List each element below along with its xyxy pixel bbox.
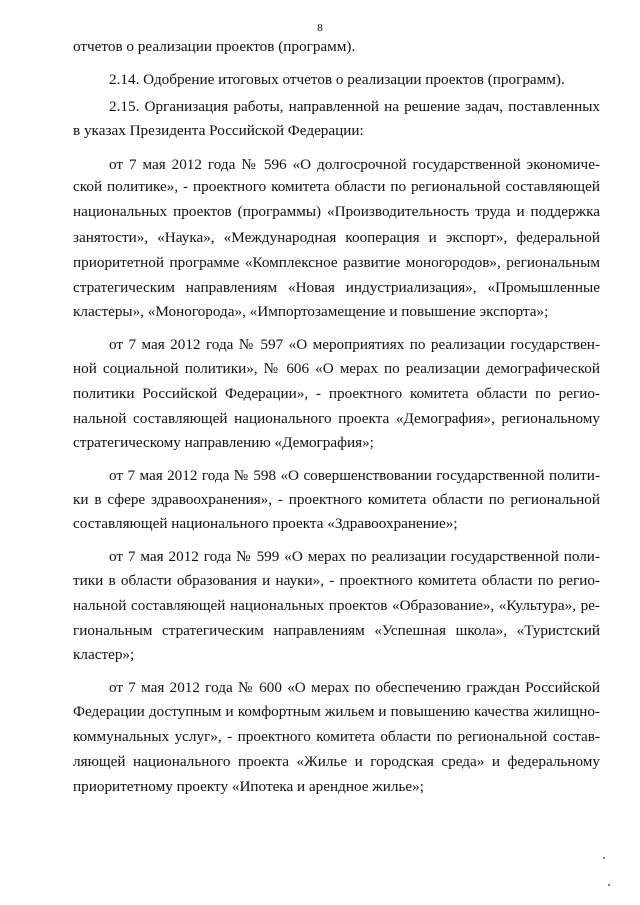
text-line: ки в сфере здравоохранения», - проектного комитета области по региональной: [73, 491, 600, 508]
text-line: приоритетной программе «Комплексное развитие моногородов», региональным: [73, 254, 600, 271]
text-line: ной социальной политики», № 606 «О мерах по реализации демографической: [73, 360, 600, 377]
text-line: ляющей национального проекта «Жилье и городская среда» и федеральному: [73, 753, 600, 770]
text-line: национальных проектов (программы) «Производительность труда и поддержка: [73, 203, 600, 220]
text-line: кластеры», «Моногорода», «Импортозамещение и повышение экспорта»;: [73, 303, 549, 320]
text-line: отчетов о реализации проектов (программ).: [73, 38, 356, 55]
text-line: от 7 мая 2012 года № 600 «О мерах по обеспечению граждан Российской: [109, 679, 600, 696]
text-line: приоритетному проекту «Ипотека и арендное жилье»;: [73, 778, 424, 795]
text-line: кластер»;: [73, 646, 135, 663]
text-line: 2.14. Одобрение итоговых отчетов о реализации проектов (программ).: [109, 71, 565, 88]
text-line: политики Российской Федерации», - проектного комитета области по регио-: [73, 385, 600, 402]
text-line: нальной составляющей национального проекта «Демография», региональному: [73, 410, 600, 427]
text-line: от 7 мая 2012 года № 596 «О долгосрочной государственной экономиче-: [109, 156, 600, 173]
text-line: от 7 мая 2012 года № 597 «О мероприятиях по реализации государствен-: [109, 336, 600, 353]
text-line: составляющей национального проекта «Здравоохранение»;: [73, 515, 458, 532]
text-line: стратегическим направлениям «Новая индустриализация», «Промышленные: [73, 279, 600, 296]
text-line: стратегическому направлению «Демография»;: [73, 434, 374, 451]
text-line: коммунальных услуг», - проектного комитета области по региональной состав-: [73, 728, 600, 745]
text-line: от 7 мая 2012 года № 599 «О мерах по реализации государственной поли-: [109, 548, 600, 565]
text-line: в указах Президента Российской Федерации:: [73, 122, 364, 139]
text-line: занятости», «Наука», «Международная кооперация и экспорт», федеральной: [73, 229, 600, 246]
text-line: 2.15. Организация работы, направленной на решение задач, поставленных: [109, 98, 600, 115]
text-line: от 7 мая 2012 года № 598 «О совершенствовании государственной полити-: [109, 467, 600, 484]
scan-speck: [603, 857, 605, 859]
text-line: нальной составляющей национальных проектов «Образование», «Культура», ре-: [73, 597, 600, 614]
text-line: ской политике», - проектного комитета области по региональной составляющей: [73, 178, 600, 195]
text-line: тики в области образования и науки», - проектного комитета области по регио-: [73, 572, 600, 589]
text-line: Федерации доступным и комфортным жильем и повышению качества жилищно-: [73, 703, 600, 720]
page-number: 8: [317, 22, 323, 34]
text-line: гиональным стратегическим направлениям «Успешная школа», «Туристский: [73, 622, 600, 639]
scan-speck: [608, 884, 610, 886]
